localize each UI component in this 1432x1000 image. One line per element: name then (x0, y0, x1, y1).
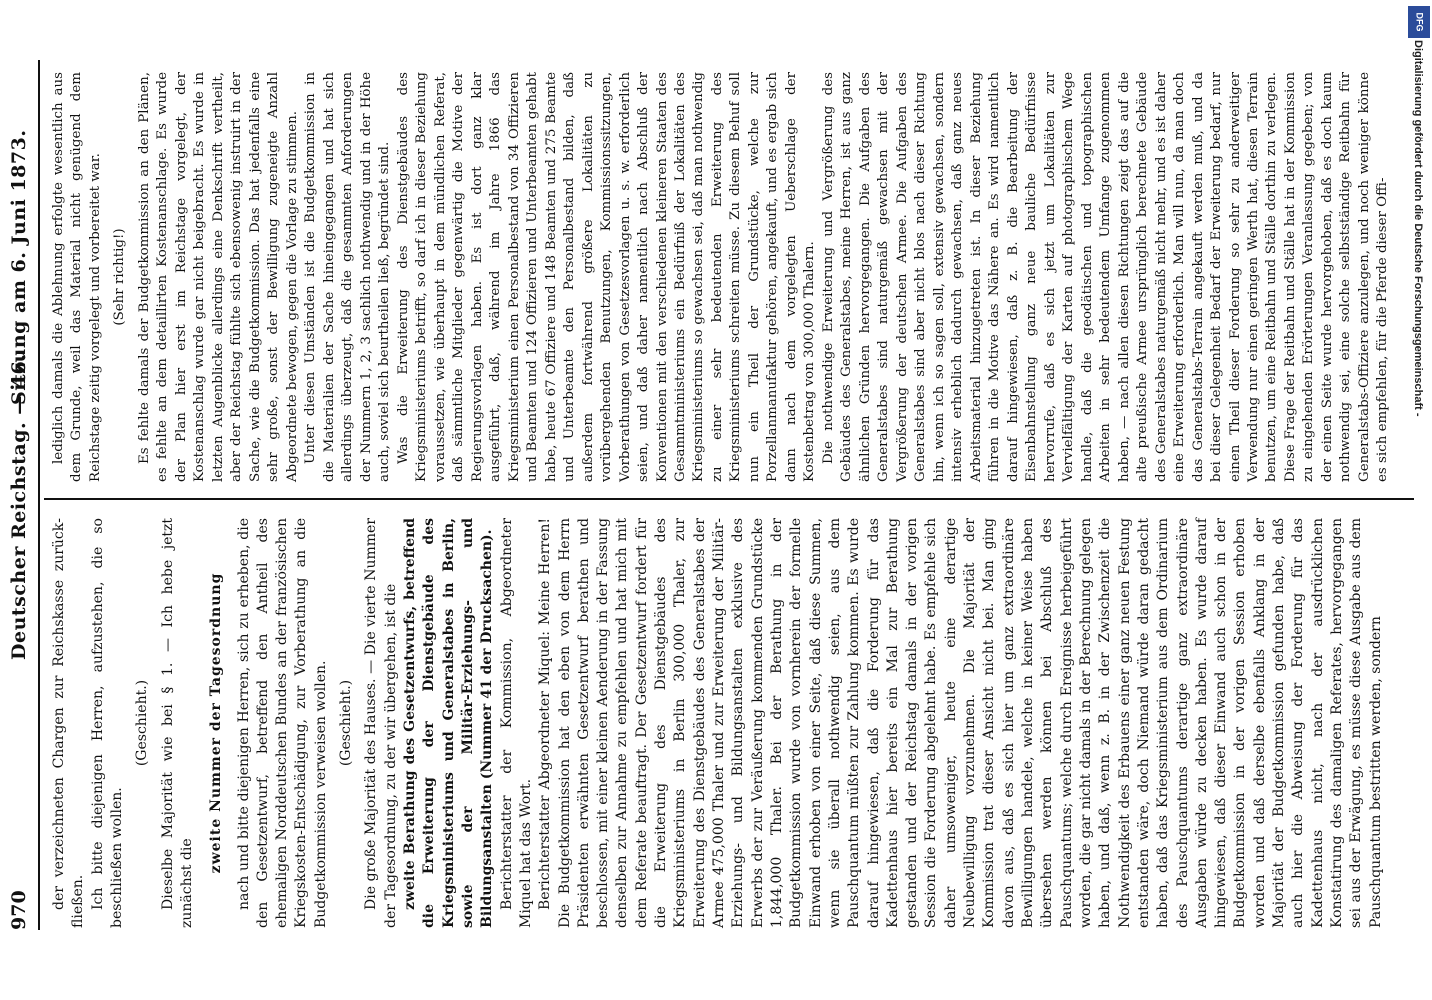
paragraph: Dieselbe Majorität wie bei § 1. — Ich hebe jetzt zunächst die (159, 518, 195, 928)
paragraph: Berichterstatter Abgeordneter Miquel: Meine Herren! Die Budgetkommission hat den eben von dem Herrn Präsidenten erwähnten Gesetzentwurf berathen und beschlossen, mit einer kleinen Aenderung in der Fassung denselben zur Annahme zu empfehlen und hat mich mit dem Referate beauftragt. Der Gesetzentwurf fordert für die Erweiterung des Dienstgebäudes des Kriegsministeriums in Berlin 300,000 Thaler, zur Erweiterung des Dienstgebäudes des Generalstabes der Armee 475,000 Thaler und zur Erweiterung der Militär-Erziehungs- und Bildungsanstalten exklusive des Erwerbs der zur Veräußerung kommenden Grundstücke 1,844,000 Thaler. Bei der Berathung in der Budgetkommission wurde von vornherein der formelle Einwand erhoben von einer Seite, daß diese Summen, wenn sie überall nothwendig seien, aus dem Pauschquantum müßten zur Zahlung kommen. Es wurde darauf hingewiesen, daß die Forderung für das Kadettenhaus hier bereits ein Mal zur Berathung gestanden und der Reichstag damals in der vorigen Session die Forderung abgelehnt habe. Es empfehle sich daher umsoweniger, heute eine derartige Neubewilligung vorzunehmen. Die Majorität der Kommission trat dieser Ansicht nicht bei. Man ging davon aus, daß es sich hier um ganz extraordinäre Bewilligungen handele, welche in keiner Weise haben übersehen werden können bei Abschluß des Pauschquantums; welche durch Ereignisse herbeigeführt worden, die gar nicht damals in der Berechnung gelegen haben, und daß, wenn z. B. in der Zwischenzeit die Nothwendigkeit des Erbauens einer ganz neuen Festung entstanden wäre, doch Niemand würde daran gedacht haben, daß das Kriegsministerium aus dem Ordinarium des Pauschquantums derartige ganz extraordinäre Ausgaben würde zu decken haben. Es wurde darauf hingewiesen, daß dieser Einwand auch schon in der Budgetkommission in der vorigen Session erhoben worden und daß derselbe ebenfalls Anklang in der Majorität der Budgetkommission gefunden habe, daß auch hier die Abweisung der Forderung für das Kadettenhaus nicht, nach der ausdrücklichen Konstatirung des damaligen Referates, hervorgegangen sei aus der Erwägung, es müsse diese Ausgabe aus dem Pauschquantum bestritten werden, sondern (537, 518, 1384, 928)
paragraph: Was die Erweiterung des Dienstgebäudes des Kriegsministeriums betrifft, so darf ich in dieser Beziehung voraussetzen, wie überhaupt in dem mündlichen Referat, daß sämmtliche Mitglieder gegenwärtig die Motive der Regierungsvorlagen haben. Es ist dort ganz klar ausgeführt, daß, während im Jahre 1866 das Kriegsministerium einen Personalbestand von 34 Offizieren und Beamten und 124 Offizieren und Unterbeamten gehabt habe, heute 67 Offiziere und 148 Beamten und 275 Beamte und Unterbeamte den Personalbestand bilden, daß außerdem fortwährend größere Lokalitäten zu vorübergehenden Benutzungen, Kommissionssitzungen, Vorberathungen von Gesetzesvorlagen u. s. w. erforderlich seien, und daß daher namentlich nach Abschluß der Konventionen mit den verschiedenen kleineren Staaten des Gesammtministeriums ein Bedürfniß der Lokalitäten des Kriegsministeriums so gewachsen sei, daß man nothwendig zu einer sehr bedeutenden Erweiterung des Kriegsministeriums schreiten müsse. Zu diesem Behuf soll nun ein Theil der Grundstücke, welche zur Porzellanmanufaktur gehören, angekauft, und es ergab sich dann nach dem vorgelegten Ueberschlage der Kostenbetrag von 300,000 Thalern. (395, 72, 818, 482)
digitization-credit (1410, 40, 1426, 960)
column-separator (44, 498, 1414, 500)
paragraph: Berichterstatter der Kommission, Abgeordneter Miquel hat das Wort. (498, 518, 534, 928)
paragraph: der verzeichneten Chargen zur Reichskasse zurückfließen. (51, 518, 87, 928)
paragraph: Die große Majorität des Hauses. — Die vierte Nummer der Tagesordnung, zu der wir übergehen, ist die (363, 518, 399, 928)
page-header (8, 60, 42, 930)
running-title-left: Deutscher Reichstag. — 46. (8, 353, 30, 660)
credit-text: Digitalisierung gefördert durch die Deutsche Forschungsgemeinschaft - (1412, 40, 1424, 417)
right-column (50, 72, 1393, 482)
paragraph: lediglich damals die Ablehnung erfolgte wesentlich aus dem Grunde, weil das Material nicht genügend dem Reichstage zeitig vorgelegt und vorbereitet war. (51, 72, 103, 482)
left-column (50, 518, 1386, 928)
page-number: 970 (8, 890, 30, 930)
paragraph: Ich bitte diejenigen Herren, aufzustehen, die so beschließen wollen. (89, 518, 125, 928)
running-title-right: Sitzung am 6. Juni 1873. (8, 129, 30, 405)
stage-direction: (Sehr richtig!) (112, 228, 128, 326)
dfg-logo: DFG (1408, 6, 1430, 38)
paragraph: Unter diesen Umständen ist die Budgetkommission in die Materialien der Sache hineingegangen und hat sich allerdings überzeugt, daß die gesammten Anforderungen der Nummern 1, 2, 3 sachlich nothwendig und in der Höhe auch, soviel sich beurtheilen ließ, begründet sind. (303, 72, 393, 482)
stage-direction: (Geschieht.) (338, 679, 355, 767)
bold-paragraph: zweite Berathung des Gesetzentwurfs, betreffend die Erweiterung der Dienstgebäude des Kriegsministeriums und Generalstabes in Berlin, sowie der Militär-Erziehungs- und Bildungsanstalten (Nummer 41 der Drucksachen). (402, 518, 496, 928)
header-rule (38, 60, 40, 930)
stage-direction: (Geschieht.) (134, 679, 151, 767)
agenda-heading: zweite Nummer der Tagesordnung (208, 572, 225, 874)
paragraph: Es fehlte damals der Budgetkommission an den Plänen, es fehlte an dem detaillirten Kostenanschlage. Es wurde der Plan hier erst im Reichstage vorgelegt, der Kostenanschlag wurde gar nicht beigebracht. Es wurde in letzten Augenblicke allerdings eine Denkschrift vertheilt, aber der Reichstag fühlte sich ebensowenig instruirt in der Sache, wie die Budgetkommission. Das hat jedenfalls eine sehr große, sonst der Bewilligung zugeneigte Anzahl Abgeordnete bewogen, gegen die Vorlage zu stimmen. (136, 72, 300, 482)
paragraph: nach und bitte diejenigen Herren, sich zu erheben, die den Gesetzentwurf, betreffend den Antheil des ehemaligen Norddeutschen Bundes an der französischen Kriegskosten-Entschädigung, zur Vorberathung an die Budgetkommission verweisen wollen. (235, 518, 329, 928)
paragraph: Die nothwendige Erweiterung und Vergrößerung des Gebäudes des Generalstabes, meine Herren, ist aus ganz ähnlichen Gründen hervorgegangen. Die Aufgaben des Generalstabes sind naturgemäß gewachsen mit der Vergrößerung der deutschen Armee. Die Aufgaben des Generalstabes sind aber nicht blos nach dieser Richtung hin, wenn ich so sagen soll, extensiv gewachsen, sondern intensiv erheblich dadurch gewachsen, daß ganz neues Arbeitsmaterial hinzugetreten ist. In dieser Beziehung führen in die Motive das Nähere an. Es wird namentlich darauf hingewiesen, daß z. B. die Bearbeitung der Eisenbahnstellung ganz neue bauliche Bedürfnisse hervorrufe, daß es sich jetzt um Lokalitäten zur Vervielfältigung der Karten auf photographischem Wege handle, daß die geodätischen und topographischen Arbeiten in sehr bedeutendem Umfange zugenommen haben, — nach allen diesen Richtungen zeigt das auf die alte preußische Armee ursprünglich berechnete Gebäude des Generalstabes naturgemäß nicht mehr, und es ist daher eine Erweiterung erforderlich. Man will nun, da man doch das Generalstabs-Terrain angekauft werden muß, und da bei dieser Gelegenheit Bedarf der Erweiterung bedarf, nur einen Theil dieser Forderung so sehr zu anderweitiger Verwendung nur einen geringen Werth hat, diesen Terrain benutzen, um eine Reitbahn und Ställe dorthin zu verlegen. Diese Frage der Reitbahn und Ställe hat in der Kommission zu eingehenden Erörterungen Veranlassung gegeben; von der einen Seite wurde hervorgehoben, daß es doch kaum nothwendig sei, eine solche selbstständige Reitbahn für Generalstabs-Offiziere anzulegen, und noch weniger könne es sich empfehlen, für die Pferde dieser Offi- (820, 72, 1391, 482)
